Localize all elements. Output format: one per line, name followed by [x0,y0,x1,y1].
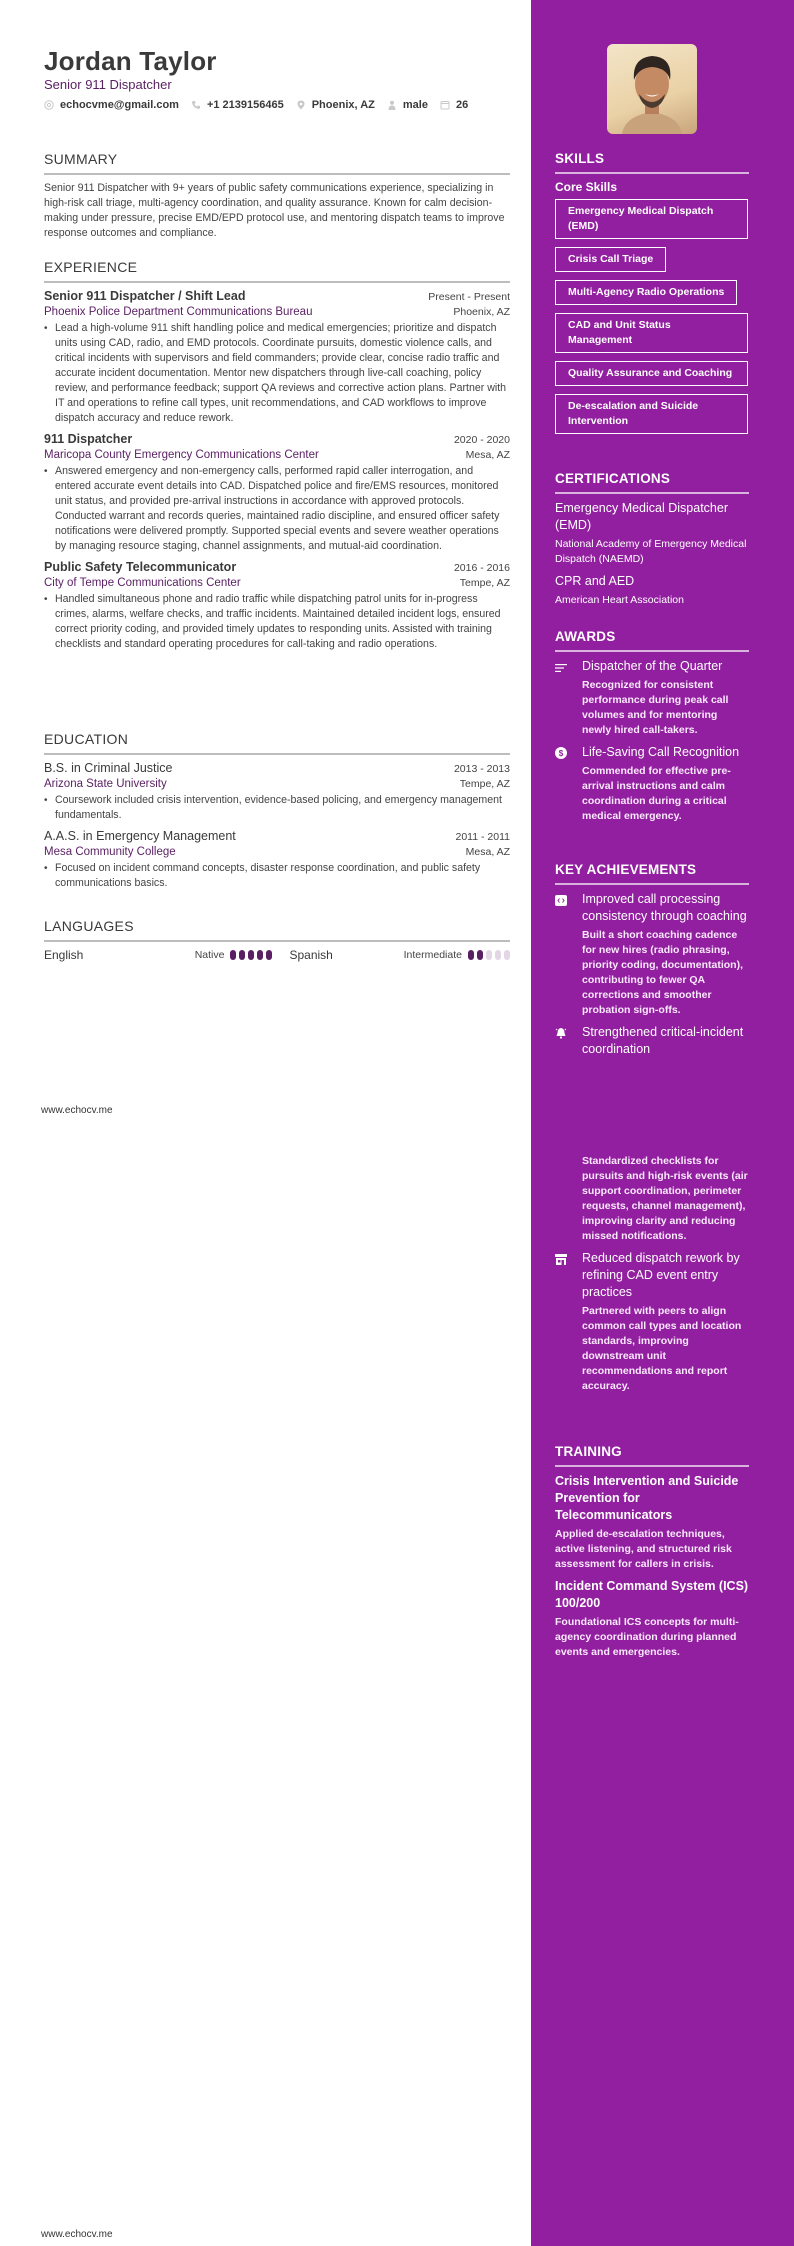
job-bullet [44,592,510,652]
job-bullet-text: Answered emergency and non-emergency calls, performed rapid caller interrogation, and entered accurate event details into CAD. Dispatched police and fire/EMS resources, monitored unit status, and provided pre-arrival instructions in accordance with approved protocols. Conducted warrant and records queries, maintained radio discipline, and ensured officer safety notifications were delivered promptly. Supported special events and severe weather operations by managing resource staging, channel assignments, and mutual-aid coordination. [55,465,500,552]
rating-dot-filled [468,950,474,960]
job-organization: City of Tempe Communications Center [44,577,241,589]
contact-age [440,99,468,111]
contact-location-text: Phoenix, AZ [311,99,375,111]
contact-age-text: 26 [455,99,469,111]
skills-section [555,151,749,442]
experience-heading: EXPERIENCE [44,259,138,275]
award-description: Commended for effective pre-arrival instructions and calm coordination during a critical medical emergency. [582,765,731,822]
section-divider [555,172,749,174]
contact-phone[interactable] [191,99,284,111]
section-divider [44,281,510,283]
experience-item [44,432,510,554]
achievements-section [555,862,749,1400]
skills-subheading: Core Skills [555,180,618,194]
language-item [289,948,510,962]
job-location: Phoenix, AZ [453,306,510,318]
language-level: Intermediate [403,949,462,961]
rating-dot-filled [257,950,263,960]
training-description: Foundational ICS concepts for multi-agency coordination during planned events and emergencies. [555,1616,739,1658]
profile-photo [607,44,697,134]
certifications-heading: CERTIFICATIONS [555,471,671,486]
training-description: Applied de-escalation techniques, active listening, and structured risk assessment for callers in crisis. [555,1528,732,1570]
contact-phone-text: +1 2139156465 [206,99,284,111]
certification-name: Emergency Medical Dispatcher (EMD) [555,501,728,532]
awards-heading: AWARDS [555,629,616,644]
bullet-icon: • [44,863,48,874]
svg-text:$: $ [558,749,564,758]
school-location: Mesa, AZ [465,846,510,858]
person-icon [387,100,397,110]
bullet-icon: • [44,466,48,477]
job-bullet [44,464,510,554]
contact-email-text: echocvme@gmail.com [60,99,179,111]
bullet-icon: • [44,795,48,806]
bell-icon [555,1027,567,1039]
language-item [44,948,275,962]
calendar-icon [440,100,450,110]
school-name: Mesa Community College [44,846,176,858]
education-item [44,829,510,891]
section-divider [555,492,749,494]
contact-gender [387,99,428,111]
candidate-name: Jordan Taylor [44,46,217,76]
rating-dot-empty [495,950,501,960]
job-title: Public Safety Telecommunicator [44,560,237,574]
certifications-section [555,471,749,614]
education-bullet [44,861,510,891]
achievement-description: Built a short coaching cadence for new hires (radio phrasing, priority coding, documentation), contributing to fewer QA corrections and smoother probation sign-offs. [582,929,743,1016]
award-item [555,658,749,738]
job-location: Mesa, AZ [465,449,510,461]
skill-tag: Emergency Medical Dispatch (EMD) [555,199,748,239]
achievement-description: Standardized checklists for pursuits and high-risk events (air support coordination, perimeter requests, channel management), improving clarity and reducing missed notifications. [582,1155,748,1242]
languages-row [44,948,510,962]
job-dates: Present - Present [428,291,510,303]
language-name: Spanish [289,948,333,962]
achievement-description: Partnered with peers to align common call types and location standards, improving downstream unit recommendations and report accuracy. [582,1305,742,1392]
summary-text: Senior 911 Dispatcher with 9+ years of public safety communications experience, specializing in high-risk call triage, multi-agency coordination, and quality assurance. Known for calm decision-making under pressure, precise EMD/EPD protocol use, and mentoring dispatch teams to improve response outcomes and compliance. [44,182,505,239]
contact-location [296,99,375,111]
training-title: Crisis Intervention and Suicide Prevention for Telecommunicators [555,1474,739,1522]
school-name: Arizona State University [44,778,167,790]
rating-dot-filled [477,950,483,960]
experience-section [44,259,510,658]
code-icon [555,895,567,906]
school-location: Tempe, AZ [459,778,510,790]
skills-heading: SKILLS [555,151,605,166]
awards-section [555,629,749,830]
location-pin-icon [296,100,306,110]
training-section [555,1444,749,1666]
education-dates: 2011 - 2011 [455,831,510,843]
job-location: Tempe, AZ [459,577,510,589]
summary-heading: SUMMARY [44,151,118,167]
education-section [44,731,510,897]
phone-icon [191,100,201,110]
award-title: Life-Saving Call Recognition [582,745,740,759]
achievement-item [555,1024,749,1244]
education-bullet [44,793,510,823]
rating-dot-filled [266,950,272,960]
certification-name: CPR and AED [555,574,635,588]
degree-title: B.S. in Criminal Justice [44,761,173,775]
rating-dot-empty [486,950,492,960]
footer-url[interactable]: www.echocv.me [41,1105,113,1116]
job-title: 911 Dispatcher [44,432,133,446]
achievement-title: Strengthened critical-incident coordination [582,1025,744,1056]
skills-list [555,199,749,442]
education-item [44,761,510,823]
avatar-portrait-icon [607,44,697,134]
education-dates: 2013 - 2013 [453,763,510,775]
section-divider [44,753,510,755]
language-name: English [44,948,84,962]
award-title: Dispatcher of the Quarter [582,659,723,673]
language-level: Native [194,949,225,961]
rating-dot-empty [504,950,510,960]
job-organization: Phoenix Police Department Communications Bureau [44,306,313,318]
certification-issuer: American Heart Association [555,594,684,606]
training-heading: TRAINING [555,1444,622,1459]
language-rating [230,950,275,960]
achievement-item [555,891,749,1018]
education-bullet-text: Focused on incident command concepts, disaster response coordination, and public safety communications basics. [55,862,481,889]
experience-item [44,560,510,652]
achievement-title: Reduced dispatch rework by refining CAD event entry practices [582,1251,740,1299]
contact-gender-text: male [402,99,428,111]
job-dates: 2016 - 2016 [453,562,510,574]
skill-tag: Multi-Agency Radio Operations [555,280,737,305]
footer-url[interactable]: www.echocv.me [41,2229,113,2240]
bullet-icon: • [44,323,48,334]
section-divider [555,883,749,885]
section-divider [44,940,510,942]
award-description: Recognized for consistent performance during peak call volumes and for mentoring newly hired call-takers. [582,679,729,736]
list-lines-icon [555,663,567,673]
languages-section [44,918,510,962]
skill-tag: De-escalation and Suicide Intervention [555,394,748,434]
section-divider [555,1465,749,1467]
training-title: Incident Command System (ICS) 100/200 [555,1579,749,1610]
rating-dot-filled [248,950,254,960]
education-bullet-text: Coursework included crisis intervention, evidence-based policing, and emergency management fundamentals. [55,794,502,821]
contact-row [44,99,480,111]
job-dates: 2020 - 2020 [453,434,510,446]
contact-email[interactable] [44,99,179,111]
experience-item [44,289,510,426]
candidate-title: Senior 911 Dispatcher [44,77,172,92]
job-organization: Maricopa County Emergency Communications Center [44,449,319,461]
skill-tag: Crisis Call Triage [555,247,666,272]
job-title: Senior 911 Dispatcher / Shift Lead [44,289,246,303]
bullet-icon: • [44,594,48,605]
summary-section [44,151,510,241]
achievement-item [555,1250,749,1394]
education-heading: EDUCATION [44,731,129,747]
achievement-title: Improved call processing consistency through coaching [582,892,747,923]
award-item [555,744,749,824]
skill-tag: Quality Assurance and Coaching [555,361,748,386]
section-divider [44,173,510,175]
job-bullet-text: Handled simultaneous phone and radio traffic while dispatching patrol units for in-progress crimes, alarms, welfare checks, and traffic incidents. Maintained detailed incident logs, ensured correct priority coding, and provided timely updates to responding units. Assisted with training checklists and standard operating procedures for call-taking and radio operations. [55,593,501,650]
rating-dot-filled [230,950,236,960]
store-icon [555,1254,567,1265]
section-divider [555,650,749,652]
dollar-circle-icon [555,747,567,759]
job-bullet [44,321,510,426]
language-rating [468,950,510,960]
certification-issuer: National Academy of Emergency Medical Dispatch (NAEMD) [555,538,747,565]
rating-dot-filled [239,950,245,960]
degree-title: A.A.S. in Emergency Management [44,829,236,843]
job-bullet-text: Lead a high-volume 911 shift handling police and medical emergencies; prioritize and dispatch units using CAD, radio, and EMD protocols. Coordinate pursuits, domestic violence calls, and critical incidents with supervisors and field commanders; provide clear, concise radio traffic and accurate incident documentation. Mentor new dispatchers through live-call coaching, policy review, and performance feedback; support QA reviews and corrective action plans. Partner with IT and operations to refine call types, unit recommendations, and CAD workflows to improve dispatch accuracy and reduce rework. [55,322,507,424]
at-icon [44,100,54,110]
skill-tag: CAD and Unit Status Management [555,313,748,353]
languages-heading: LANGUAGES [44,918,134,934]
achievements-heading: KEY ACHIEVEMENTS [555,862,697,877]
